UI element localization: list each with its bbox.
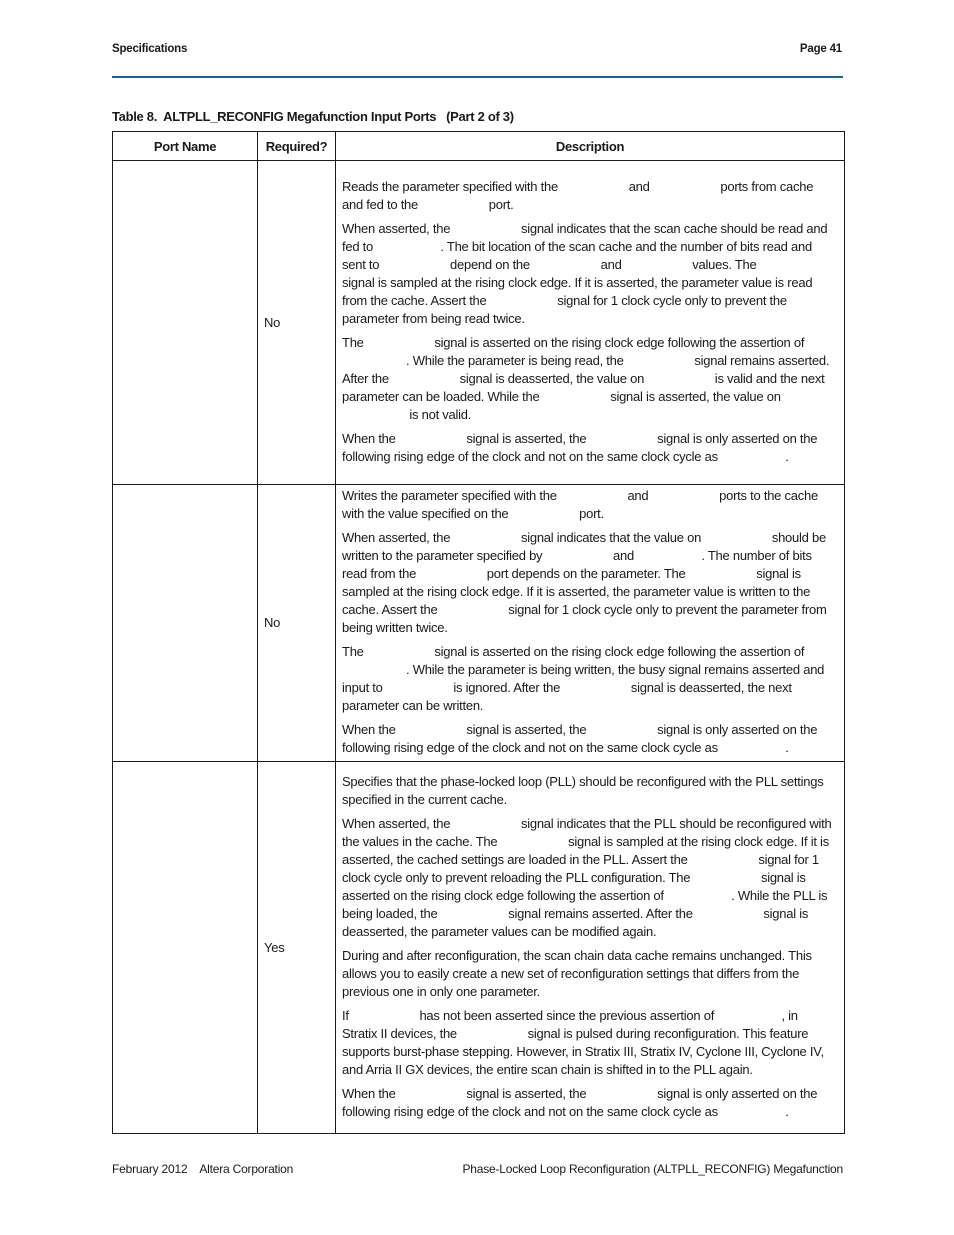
footer-date-company: February 2012 Altera Corporation <box>112 1162 294 1176</box>
description-paragraph: The signal is asserted on the rising clock edge following the assertion of . While the parameter is being read, the signal remains asserted. After the signal is deasserted, the value on is valid and the next parameter can be loaded. While the signal is asserted, the value on is not valid. <box>342 334 830 422</box>
port-name-cell <box>113 485 258 762</box>
description-paragraph: When asserted, the signal indicates that the value on should be written to the parameter specified by and . The number of bits read from the port depends on the parameter. The signal is sampled at the rising clock edge. If it is asserted, the parameter value is written to the cache. Assert the signal for 1 clock cycle only to prevent the parameter from being written twice. <box>342 530 827 635</box>
port-name-cell <box>113 762 258 1134</box>
input-ports-table <box>112 131 845 1134</box>
table-header-row <box>113 132 845 161</box>
table-row <box>113 161 845 485</box>
description-paragraph: When the signal is asserted, the signal is only asserted on the following rising edge of the clock and not on the same clock cycle as . <box>342 430 818 464</box>
description-paragraph: When asserted, the signal indicates that the PLL should be reconfigured with the values in the cache. The signal is sampled at the rising clock edge. If it is asserted, the cached settings are loaded in the PLL. Assert the signal for 1 clock cycle only to prevent reloading the PLL configuration. The signal is asserted on the rising clock edge following the assertion of . While the PLL is being loaded, the signal remains asserted. After the signal is deasserted, the parameter values can be modified again. <box>342 815 832 939</box>
column-header-description: Description <box>336 132 845 161</box>
description-paragraph: If has not been asserted since the previous assertion of , in Stratix II devices, the signal is pulsed during reconfiguration. This feature supports burst-phase stepping. However, in Stratix III, Stratix IV, Cyclone III, Cyclone IV, and Arria II GX devices, the entire scan chain is shifted in to the PLL again. <box>342 1007 824 1077</box>
description-paragraph: The signal is asserted on the rising clock edge following the assertion of . While the parameter is being written, the busy signal remains asserted and input to is ignored. After the signal is deasserted, the next parameter can be written. <box>342 644 825 713</box>
description-paragraph: During and after reconfiguration, the scan chain data cache remains unchanged. This allows you to easily create a new set of reconfiguration settings that differs from the previous one in only one parameter. <box>342 947 812 999</box>
column-header-port-name: Port Name <box>113 132 258 161</box>
table-caption: Table 8. ALTPLL_RECONFIG Megafunction Input Ports (Part 2 of 3) <box>112 109 514 124</box>
footer-document-title: Phase-Locked Loop Reconfiguration (ALTPLL_RECONFIG) Megafunction <box>462 1162 843 1176</box>
running-header-page-number: Page 41 <box>799 43 842 55</box>
description-paragraph: When asserted, the signal indicates that the scan cache should be read and fed to . The bit location of the scan cache and the number of bits read and sent to depend on the and values. The signal is sampled at the rising clock edge. If it is asserted, the parameter value is read from the cache. Assert the signal for 1 clock cycle only to prevent the parameter from being read twice. <box>342 220 828 326</box>
description-paragraph: Specifies that the phase-locked loop (PLL) should be reconfigured with the PLL settings specified in the current cache. <box>342 773 824 807</box>
description-cell <box>336 762 845 1134</box>
description-cell <box>336 485 845 762</box>
description-paragraph: When the signal is asserted, the signal is only asserted on the following rising edge of the clock and not on the same clock cycle as . <box>342 722 818 755</box>
header-rule <box>112 76 843 78</box>
table-row <box>113 485 845 762</box>
table-row <box>113 762 845 1134</box>
port-name-cell <box>113 161 258 485</box>
description-paragraph: When the signal is asserted, the signal is only asserted on the following rising edge of the clock and not on the same clock cycle as . <box>342 1085 818 1119</box>
description-cell <box>336 161 845 485</box>
required-cell: No <box>258 161 336 485</box>
required-cell: No <box>258 485 336 762</box>
description-paragraph: Reads the parameter specified with the and ports from cache and fed to the port. <box>342 178 814 212</box>
running-header-section: Specifications <box>112 43 188 55</box>
column-header-required: Required? <box>258 132 336 161</box>
description-paragraph: Writes the parameter specified with the and ports to the cache with the value specified on the port. <box>342 488 818 521</box>
required-cell: Yes <box>258 762 336 1134</box>
